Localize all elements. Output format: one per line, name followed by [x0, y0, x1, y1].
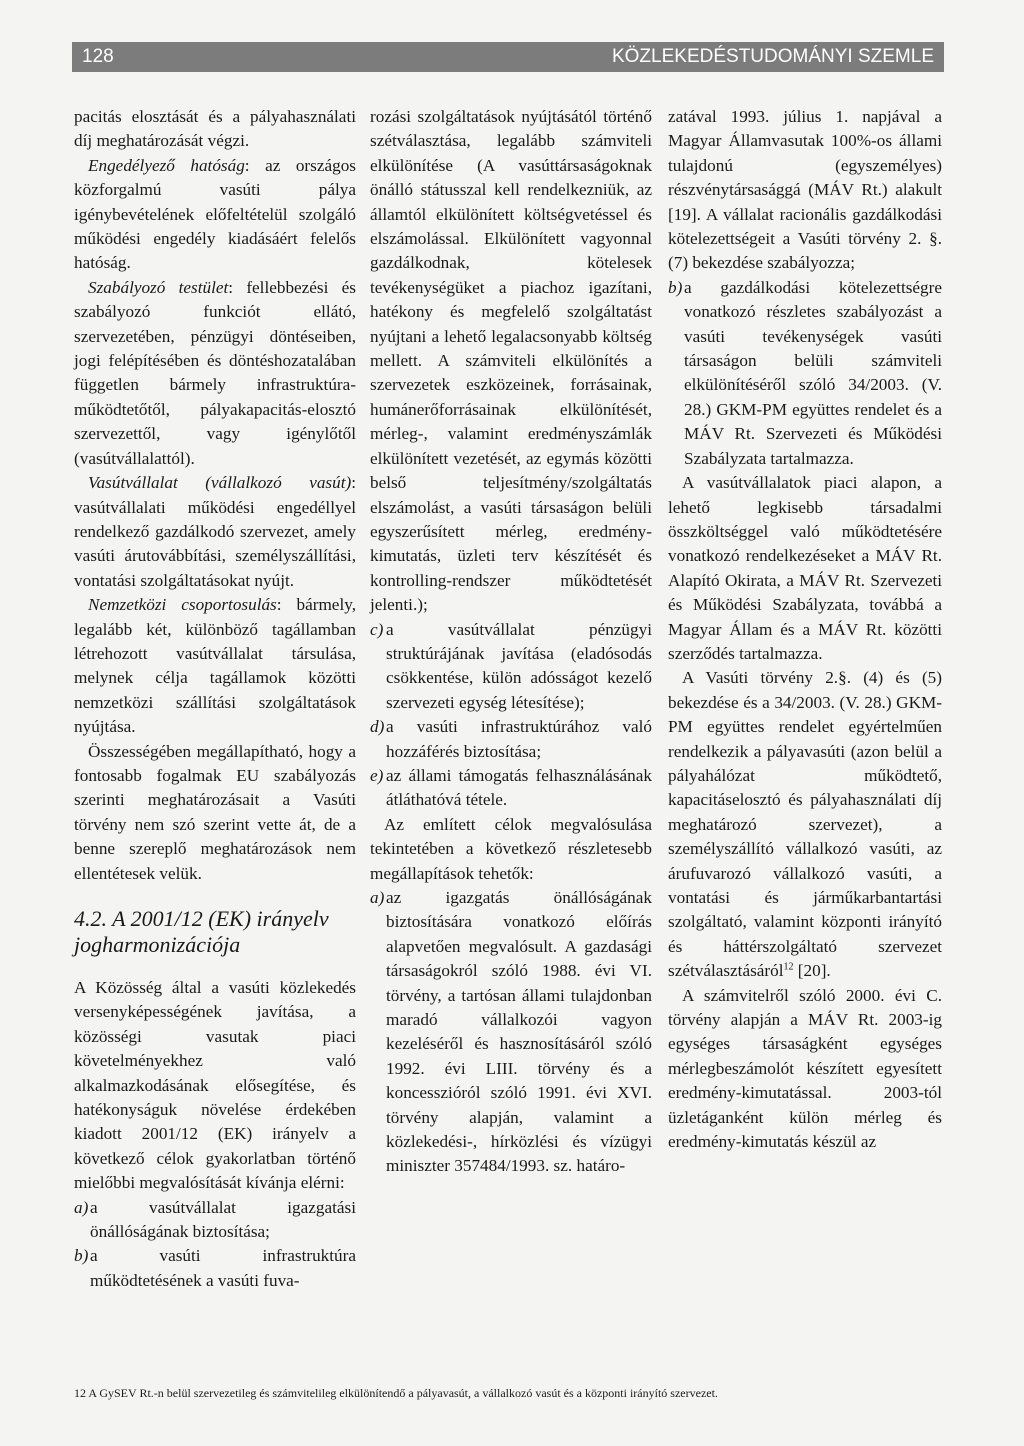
list-item-label: e) [370, 765, 384, 785]
paragraph: pacitás elosztását és a pályahasználati díj meghatározását végzi. [74, 107, 356, 151]
list-item-text: a gazdálkodási kötelezettségre vonatkozó részletes szabályozást a vasúti tevékenységek vasúti társaságon belüli számviteli elkülönítéséről szóló 34/2003. (V. 28.) GKM-PM együttes rendelet és a MÁV Rt. Szervezeti és Működési Szabályzata tartalmazza. [684, 277, 942, 468]
paragraph: Az említett célok megvalósulása tekintetében a következő részletesebb megállapítások tehetők: [370, 814, 652, 883]
definition-paragraph [74, 471, 356, 593]
definition-term: Szabályozó testület [88, 277, 229, 297]
definition-text: : fellebbezési és szabályozó funkciót ellátó, szervezetében, pénzügyi döntéseiben, jogi felépítésében és döntéshozatalában független bármely infrastruktúra-működtetőtől, pályakapacitás-elosztó szervezettől, vagy igénylőtől (vasútvállalattól). [74, 277, 356, 468]
paragraph: rozási szolgáltatások nyújtásától történő szétválasztása, legalább számviteli elkülönítése (A vasúttársaságoknak önálló státusszal kell rendelkezniük, az államtól elkülönített költségvetéssel és elszámolással. Elkülönített vagyonnal gazdálkodnak, kötelesek tevékenységüket a piachoz igazítani, hatékony és megfelelő szolgáltatást nyújtani a lehető legalacsonyabb költség mellett. A számviteli elkülönítés a szervezetek eszközeinek, forrásainak, humánerőforrásainak elkülönítését, mérleg-, valamint eredményszámlák elkülönített vezetését, az egymás közötti belső teljesítmény/szolgáltatás elszámolást, a vasúti társaságon belüli egyszerűsített mérleg, eredmény-kimutatás, üzleti terv készítését és kontrolling-rendszer működtetését jelenti.); [370, 107, 652, 615]
list-item-text: a vasúti infrastruktúrához való hozzáférés biztosítása; [386, 717, 652, 761]
definition-text: : az országos közforgalmú vasúti pálya igénybevételének előfeltételül szolgáló működési engedély kiadásáért felelős hatóság. [74, 155, 356, 273]
list-item [370, 618, 652, 716]
definition-term: Vasútvállalat (vállalkozó vasút) [88, 473, 352, 493]
page-number: 128 [82, 46, 114, 67]
list-item [370, 886, 652, 1179]
list-item [668, 276, 942, 471]
definition-paragraph [74, 593, 356, 739]
definition-text: : vasútvállalati működési engedéllyel rendelkező gazdálkodó szervezet, amely vasúti árutovábbítási, személyszállítási, vontatási szolgáltatásokat nyújt. [74, 473, 356, 590]
list-item-label: a) [370, 888, 385, 907]
column-3 [668, 105, 942, 1154]
column-1 [74, 105, 356, 1293]
list-item-text: a vasútvállalat igazgatási önállóságának biztosítása; [90, 1197, 356, 1242]
footnote-marker: 12 [783, 961, 794, 973]
paragraph-text: A Vasúti törvény 2.§. (4) és (5) bekezdése és a 34/2003. (V. 28.) GKM-PM együttes rendelet egyértelműen rendelkezik a pályavasúti (azon belül a pályahálózat működtető, kapacitáselosztó és pályahasználati díj meghatározó szervezet), a személyszállító vállalkozó vasúti, az árufuvarozó vállalkozó vasúti, a vontatási és járműkarbantartási szolgáltató, valamint központi irányító és háttérszolgáltató szervezet szétválasztásáról [668, 668, 942, 981]
definition-paragraph [74, 276, 356, 471]
definition-paragraph [74, 154, 356, 276]
paragraph: A számvitelről szóló 2000. évi C. törvény alapján a MÁV Rt. 2003-ig egységes társaságként egységes mérlegbeszámolót készített egyesített eredmény-kimutatással. 2003-tól üzletáganként külön mérleg és eredmény-kimutatás készül az [668, 985, 942, 1152]
list-item-label: c) [370, 619, 384, 639]
paragraph: A vasútvállalatok piaci alapon, a lehető legkisebb társadalmi összköltséggel való működtetésére vonatkozó rendelkezéseket a MÁV Rt. Alapító Okirata, a MÁV Rt. Szervezeti és Működési Szabályzata, továbbá a Magyar Állam és a MÁV Rt. közötti szerződés tartalmazza. [668, 473, 942, 663]
list-item-text: az igazgatás önállóságának biztosítására vonatkozó előírás alapvetően megvalósult. A gazdasági társaságokról szóló 1988. évi VI. törvény, a tartósan állami tulajdonban maradó vállalkozói vagyon kezeléséről és hasznosításáról szóló 1992. évi LIII. törvény és a koncesszióról szóló 1991. évi XVI. törvény alapján, valamint a közlekedési-, hírközlési és vízügyi miniszter 357484/1993. sz. határo- [386, 888, 652, 1176]
list-item [74, 1244, 356, 1293]
list-item [370, 764, 652, 813]
list-item-text: a vasúti infrastruktúra működtetésének a vasúti fuva- [90, 1246, 356, 1290]
paragraph: Összességében megállapítható, hogy a fontosabb fogalmak EU szabályozás szerinti meghatározásait a Vasúti törvény nem szó szerint vette át, de a benne szereplő meghatározások nem ellentétesek velük. [74, 741, 356, 883]
footnote: 12 A GySEV Rt.-n belül szervezetileg és számvitelileg elkülönítendő a pályavasút, a vállalkozó vasút és a központi irányító szervezet. [74, 1386, 718, 1400]
journal-title: KÖZLEKEDÉSTUDOMÁNYI SZEMLE [611, 46, 934, 67]
list-item [370, 715, 652, 764]
citation: [20]. [793, 961, 831, 981]
paragraph [668, 666, 942, 983]
list-item-label: b) [668, 277, 683, 297]
list-item [74, 1196, 356, 1245]
definition-term: Nemzetközi csoportosulás [88, 595, 277, 615]
list-item-label: a) [74, 1197, 89, 1217]
paragraph: zatával 1993. július 1. napjával a Magyar Államvasutak 100%-os állami tulajdonú (egyszemélyes) részvénytársasággá (MÁV Rt.) alakult [19]. A vállalat racionális gazdálkodási kötelezettségeit a Vasúti törvény 2. §. (7) bekezdése szabályozza; [668, 107, 942, 273]
list-item-text: az állami támogatás felhasználásának átláthatóvá tétele. [386, 765, 652, 810]
definition-text: : bármely, legalább két, különböző tagállamban létrehozott vasútvállalat társulása, melynek célja tagállamok közötti nemzetközi szállítási szolgáltatások nyújtása. [74, 595, 356, 737]
column-2 [370, 105, 652, 1179]
definition-term: Engedélyező hatóság [88, 155, 245, 175]
list-item-label: d) [370, 717, 385, 737]
paragraph: A Közösség által a vasúti közlekedés versenyképességének javítása, a közösségi vasutak piaci követelményekhez való alkalmazkodásának elősegítése, és hatékonyságuk növelése érdekében kiadott 2001/12 (EK) irányelv a következő célok gyakorlatban történő mielőbbi megvalósítását kívánja elérni: [74, 978, 356, 1193]
list-item-text: a vasútvállalat pénzügyi struktúrájának javítása (eladósodás csökkentése, külön adósságot kezelő szervezeti egység létesítése); [386, 619, 652, 712]
running-header [72, 42, 944, 72]
section-heading: 4.2. A 2001/12 (EK) irányelv jogharmonizációja [74, 906, 329, 957]
list-item-label: b) [74, 1246, 89, 1266]
